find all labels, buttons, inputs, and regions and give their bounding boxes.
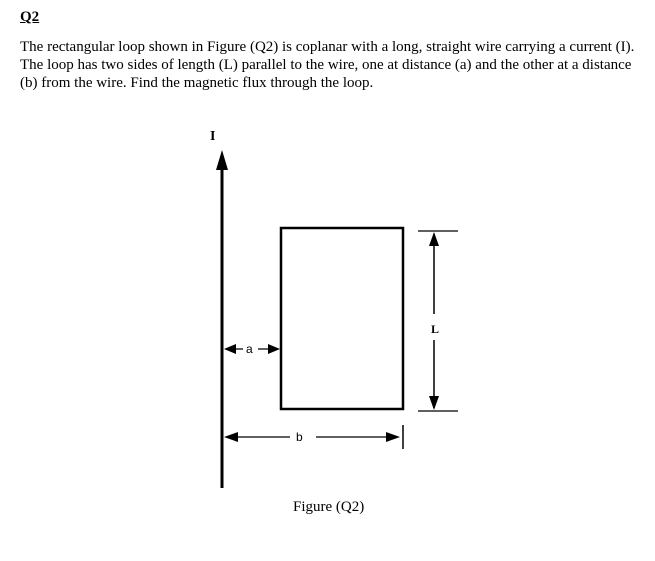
length-label: L <box>431 322 440 336</box>
current-direction-arrow-icon <box>216 150 228 170</box>
length-arrow-up-icon <box>429 232 439 246</box>
distance-b-label: b <box>296 430 303 444</box>
figure-caption: Figure (Q2) <box>293 499 365 515</box>
length-dimension <box>418 231 458 411</box>
length-arrow-down-icon <box>429 396 439 410</box>
distance-b-dimension <box>224 425 403 449</box>
rectangular-loop <box>281 228 403 409</box>
current-label: I <box>210 129 216 144</box>
distance-b-arrow-right-icon <box>386 432 400 442</box>
distance-b-arrow-left-icon <box>224 432 238 442</box>
distance-a-arrow-left-icon <box>224 344 236 354</box>
distance-a-arrow-right-icon <box>268 344 280 354</box>
question-heading: Q2 <box>20 9 40 25</box>
distance-a-label: a <box>246 342 253 356</box>
question-text: The rectangular loop shown in Figure (Q2) is coplanar with a long, straight wire carrying a current (I). The loop has two sides of length (L) parallel to the wire, one at distance (a) and the other at a distance (b) from the wire. Find the magnetic flux through the loop. <box>20 39 635 91</box>
